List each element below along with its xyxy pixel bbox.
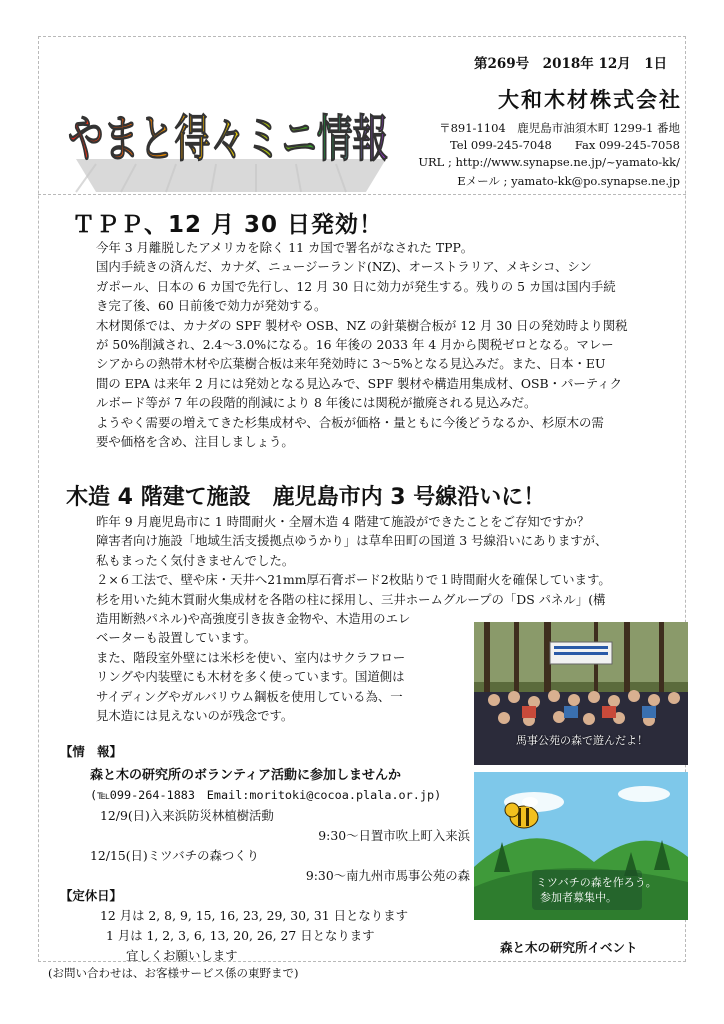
article-1-line: 間の EPA は来年 2 月には発効となる見込みで、SPF 製材や構造用集成材、OSB・パーティク xyxy=(96,375,622,391)
holidays-december: 12 月は 2, 8, 9, 15, 16, 23, 29, 30, 31 日となります xyxy=(100,908,408,923)
event-2: 12/15(日)ミツバチの森つくり xyxy=(90,848,260,863)
article-2-line: 見木造には見えないのが残念です。 xyxy=(96,708,294,724)
holidays-closing: 宜しくお願いします xyxy=(126,948,238,963)
article-1-line: き完了後、60 日前後で効力が発効する。 xyxy=(96,298,327,314)
newsletter-logo xyxy=(66,44,396,194)
article-1-line: 木材関係では、カナダの SPF 製材や OSB、NZ の針葉樹合板が 12 月 30 日の発効時より関税 xyxy=(96,317,628,333)
logo-text: やまと得々ミニ情報 xyxy=(68,110,388,168)
article-2-line: 昨年 9 月鹿児島市に 1 時間耐火・全層木造 4 階建て施設ができたことをご存知ですか？ xyxy=(96,514,590,529)
company-address: 〒891-1104 鹿児島市油須木町 1299-1 番地 xyxy=(439,121,680,135)
article-1-line: ようやく需要の増えてきた杉集成材や、合板が価格・量ともに今後どうなるか、杉原木の需 xyxy=(96,414,604,430)
holidays-heading: 【定休日】 xyxy=(60,888,122,903)
event-2-detail: 9:30～南九州市馬事公苑の森 xyxy=(305,868,470,883)
article-1-line: 国内手続きの済んだ、カナダ、ニュージーランド(NZ)、オーストラリア、メキシコ、シン xyxy=(96,259,592,275)
article-2-line: 杉を用いた純木質耐火集成材を各階の柱に採用し、三井ホームグループの「DS パネル」(構 xyxy=(96,591,606,607)
article-2-narrow-block xyxy=(96,609,476,725)
article-2-line: ２×６工法で、壁や床・天井へ21mm厚石膏ボード2枚貼りで１時間耐火を確保しています。 xyxy=(96,572,611,588)
info-contact[interactable]: (℡099-264-1883 Email:moritoki@cocoa.plala.or.jp) xyxy=(90,788,442,802)
issue-date: 第269号 2018年 12月 1日 xyxy=(474,56,668,72)
article-2-line: 造用断熱パネル)や高強度引き抜き金物や、木造用のエレ xyxy=(96,611,411,627)
holidays-january: 1 月は 1, 2, 3, 6, 13, 20, 26, 27 日となります xyxy=(106,928,375,943)
article-2-line: 障害者向け施設「地域生活支援拠点ゆうかり」は草牟田町の国道 3 号線沿いにありますが、 xyxy=(96,533,608,549)
article-2-line: サイディングやガルバリウム鋼板を使用している為、一 xyxy=(96,688,403,704)
bee-photo-caption-line1: ミツバチの森を作ろう。 xyxy=(536,876,657,889)
article-2-line: また、階段室外壁には米杉を使い、室内はサクラフロー xyxy=(96,649,406,665)
photos-caption: 森と木の研究所イベント xyxy=(500,940,638,955)
article-1-line: ルボード等が 7 年の段階的削減により 8 年後には関税が撤廃される見込みだ。 xyxy=(96,395,537,411)
article-1-line: 要や価格を含め、注目しましょう。 xyxy=(96,434,294,450)
company-url[interactable]: URL ; http://www.synapse.ne.jp/~yamato-kk/ xyxy=(418,155,680,169)
header-separator xyxy=(38,194,686,195)
article-1-line: 今年 3 月離脱したアメリカを除く 11 カ国で署名がなされた TPP。 xyxy=(96,240,474,255)
article-2-line: 私もまったく気付きませんでした。 xyxy=(96,552,295,568)
footer-note: (お問い合わせは、お客様サービス係の東野まで) xyxy=(48,966,299,980)
article-2-title: 木造 4 階建て施設 鹿児島市内 3 号線沿いに！ xyxy=(66,485,546,510)
logo-graphic xyxy=(66,44,396,194)
article-1-title: ＴＰＰ、12 月 30 日発効！ xyxy=(72,212,384,238)
company-tel-fax: Tel 099-245-7048 Fax 099-245-7058 xyxy=(450,138,680,152)
info-title: 森と木の研究所のボランティア活動に参加しませんか xyxy=(90,768,401,783)
company-name: 大和木材株式会社 xyxy=(498,88,682,112)
event-1: 12/9(日)入来浜防災林植樹活動 xyxy=(100,808,274,823)
article-1-line: ガポール、日本の 6 カ国で先行し、12 月 30 日に効力が発生する。残りの 5 カ国は国内手続 xyxy=(96,278,616,294)
info-heading: 【情 報】 xyxy=(60,744,122,759)
article-2-line: リングや内装壁にも木材を多く使っています。国道側は xyxy=(96,669,405,685)
company-email[interactable]: Eメール ; yamato-kk@po.synapse.ne.jp xyxy=(457,174,680,188)
forest-photo-caption: 馬事公苑の森で遊んだよ！ xyxy=(516,734,648,747)
article-1-line: シアからの熱帯木材や広葉樹合板は来年発効時に 3～5%となる見込みだ。また、日本・EU xyxy=(96,356,606,372)
bee-photo-caption-line2: 参加者募集中。 xyxy=(540,891,617,904)
event-1-detail: 9:30～日置市吹上町入来浜 xyxy=(318,828,470,843)
article-1-body xyxy=(96,238,688,451)
article-2-line: ベーターも設置しています。 xyxy=(96,630,257,646)
article-1-line: が 50%削減され、2.4～3.0%になる。16 年後の 2033 年 4 月から関税ゼロとなる。マレー xyxy=(96,337,614,353)
